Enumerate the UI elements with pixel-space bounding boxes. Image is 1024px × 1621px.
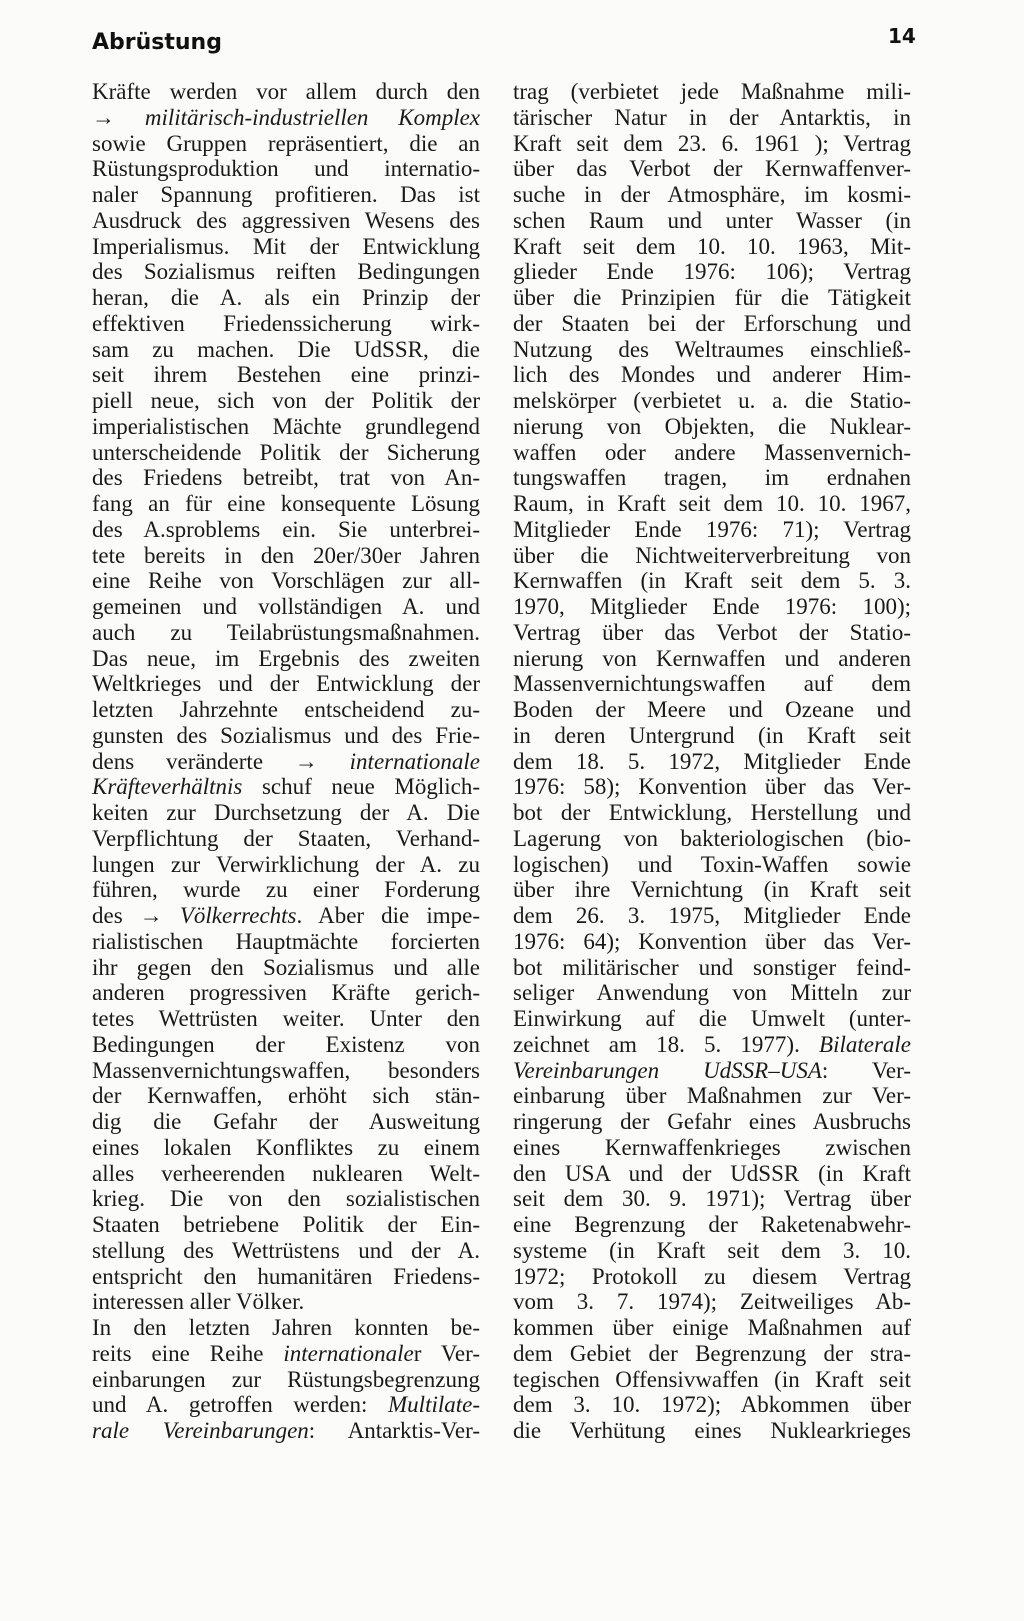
text-line: Verpflichtung der Staaten, Verhand- [92, 825, 480, 851]
text-line: heran, die A. als ein Prinzip der [92, 285, 480, 310]
text-line: Staaten betriebene Politik der Ein- [92, 1212, 480, 1237]
text-line: ihr gegen den Sozialismus und alle [92, 954, 480, 980]
text-line: Massenvernichtungswaffen auf dem [513, 671, 911, 697]
text-line: Kräfteverhältnis schuf neue Möglich- [92, 774, 480, 800]
text-line: ringerung der Gefahr eines Ausbruchs [513, 1109, 911, 1134]
text-line: bot militärischer und sonstiger feind- [513, 954, 911, 980]
text-line: nierung von Kernwaffen und anderen [513, 645, 911, 671]
text-line: gunsten des Sozialismus und des Frie- [92, 722, 480, 748]
text-line: glieder Ende 1976: 106); Vertrag [513, 259, 911, 285]
text-line: 1976: 64); Konvention über das Ver- [513, 928, 911, 954]
text-line: über die Prinzipien für die Tätigkeit [513, 285, 911, 310]
text-line: anderen progressiven Kräfte gerich- [92, 980, 480, 1006]
running-head: Abrüstung [92, 30, 222, 55]
text-line: sam zu machen. Die UdSSR, die [92, 336, 480, 362]
text-line: Lagerung von bakteriologischen (bio- [513, 825, 911, 851]
text-line: Mitglieder Ende 1976: 71); Vertrag [513, 516, 911, 542]
text-line: Vertrag über das Verbot der Statio- [513, 619, 911, 645]
text-line: krieg. Die von den sozialistischen [92, 1186, 480, 1212]
text-line: Einwirkung auf die Umwelt (unter- [513, 1006, 911, 1031]
text-line: reits eine Reihe internationaler Ver- [92, 1340, 480, 1366]
text-line: des A.sproblems ein. Sie unterbrei- [92, 516, 480, 542]
text-line: des → Völkerrechts. Aber die impe- [92, 903, 480, 928]
text-line: dig die Gefahr der Ausweitung [92, 1109, 480, 1134]
text-line: und A. getroffen werden: Multilate- [92, 1392, 480, 1418]
text-line: kommen über einige Maßnahmen auf [513, 1315, 911, 1340]
text-line: eines lokalen Konfliktes zu einem [92, 1134, 480, 1160]
text-line: Ausdruck des aggressiven Wesens des [92, 207, 480, 233]
text-line: eine Begrenzung der Raketenabwehr- [513, 1212, 911, 1237]
text-line: einbarung über Maßnahmen zur Ver- [513, 1083, 911, 1109]
text-line: Kraft seit dem 10. 10. 1963, Mit- [513, 233, 911, 259]
text-line: Nutzung des Weltraumes einschließ- [513, 336, 911, 362]
text-line: über ihre Vernichtung (in Kraft seit [513, 877, 911, 903]
text-line: systeme (in Kraft seit dem 3. 10. [513, 1237, 911, 1263]
text-line: interessen aller Völker. [92, 1289, 305, 1315]
text-line: Boden der Meere und Ozeane und [513, 697, 911, 722]
text-line: die Verhütung eines Nuklearkrieges [513, 1418, 911, 1443]
text-line: Rüstungsproduktion und internatio- [92, 156, 480, 182]
left-text-column [92, 79, 480, 1444]
text-line: Kraft seit dem 23. 6. 1961 ); Vertrag [513, 130, 911, 156]
text-line: Bedingungen der Existenz von [92, 1031, 480, 1057]
text-line: nierung von Objekten, die Nuklear- [513, 413, 911, 439]
text-line: sowie Gruppen repräsentiert, die an [92, 130, 480, 156]
text-line: Massenvernichtungswaffen, besonders [92, 1057, 480, 1083]
text-line: dem 3. 10. 1972); Abkommen über [513, 1392, 911, 1418]
text-line: letzten Jahrzehnte entscheidend zu- [92, 697, 480, 722]
text-line: rialistischen Hauptmächte forcierten [92, 928, 480, 954]
text-line: dens veränderte → internationale [92, 748, 480, 774]
text-line: führen, wurde zu einer Forderung [92, 877, 480, 903]
text-line: effektiven Friedenssicherung wirk- [92, 310, 480, 336]
text-line: lungen zur Verwirklichung der A. zu [92, 851, 480, 877]
page-number: 14 [888, 24, 916, 48]
text-line: naler Spannung profitieren. Das ist [92, 182, 480, 207]
text-line: rale Vereinbarungen: Antarktis-Ver- [92, 1418, 480, 1443]
text-line: waffen oder andere Massenvernich- [513, 439, 911, 465]
text-line: gemeinen und vollständigen A. und [92, 594, 480, 619]
text-line: stellung des Wettrüstens und der A. [92, 1237, 480, 1263]
text-line: fang an für eine konsequente Lösung [92, 491, 480, 516]
text-line: 1976: 58); Konvention über das Ver- [513, 774, 911, 800]
text-line: trag (verbietet jede Maßnahme mili- [513, 79, 911, 104]
text-line: über das Verbot der Kernwaffenver- [513, 156, 911, 182]
right-text-column [513, 79, 911, 1444]
text-line: In den letzten Jahren konnten be- [92, 1315, 480, 1340]
text-line: keiten zur Durchsetzung der A. Die [92, 800, 480, 825]
text-line: vom 3. 7. 1974); Zeitweiliges Ab- [513, 1289, 911, 1315]
text-line: Weltkrieges und der Entwicklung der [92, 671, 480, 697]
text-line: auch zu Teilabrüstungsmaßnahmen. [92, 619, 480, 645]
text-line: Kernwaffen (in Kraft seit dem 5. 3. [513, 568, 911, 594]
text-line: lich des Mondes und anderer Him- [513, 362, 911, 388]
text-line: seit dem 30. 9. 1971); Vertrag über [513, 1186, 911, 1212]
text-line: suche in der Atmosphäre, im kosmi- [513, 182, 911, 207]
text-line: 1972; Protokoll zu diesem Vertrag [513, 1263, 911, 1289]
text-line: piell neue, sich von der Politik der [92, 388, 480, 413]
text-line: bot der Entwicklung, Herstellung und [513, 800, 911, 825]
text-line: schen Raum und unter Wasser (in [513, 207, 911, 233]
text-line: Kräfte werden vor allem durch den [92, 79, 480, 104]
text-line: in deren Untergrund (in Kraft seit [513, 722, 911, 748]
text-line: über die Nichtweiterverbreitung von [513, 542, 911, 568]
text-line: alles verheerenden nuklearen Welt- [92, 1160, 480, 1186]
text-line: logischen) und Toxin-Waffen sowie [513, 851, 911, 877]
text-line: tete bereits in den 20er/30er Jahren [92, 542, 480, 568]
text-line: dem 26. 3. 1975, Mitglieder Ende [513, 903, 911, 928]
text-line: eines Kernwaffenkrieges zwischen [513, 1134, 911, 1160]
text-line: Imperialismus. Mit der Entwicklung [92, 233, 480, 259]
text-line: der Kernwaffen, erhöht sich stän- [92, 1083, 480, 1109]
text-line: tetes Wettrüsten weiter. Unter den [92, 1006, 480, 1031]
text-line: → militärisch-industriellen Komplex [92, 104, 481, 130]
text-line: des Sozialismus reiften Bedingungen [92, 259, 480, 285]
text-line: melskörper (verbietet u. a. die Statio- [513, 388, 911, 413]
text-line: seliger Anwendung von Mitteln zur [513, 980, 911, 1006]
text-line: dem 18. 5. 1972, Mitglieder Ende [513, 748, 911, 774]
text-line: eine Reihe von Vorschlägen zur all- [92, 568, 480, 594]
text-line: zeichnet am 18. 5. 1977). Bilaterale [513, 1031, 911, 1057]
text-line: des Friedens betreibt, trat von An- [92, 465, 480, 491]
text-line: einbarungen zur Rüstungsbegrenzung [92, 1366, 480, 1392]
text-line: tegischen Offensivwaffen (in Kraft seit [513, 1366, 911, 1392]
text-line: dem Gebiet der Begrenzung der stra- [513, 1340, 911, 1366]
text-line: entspricht den humanitären Friedens- [92, 1263, 480, 1289]
text-line: den USA und der UdSSR (in Kraft [513, 1160, 911, 1186]
text-line: 1970, Mitglieder Ende 1976: 100); [513, 594, 911, 619]
text-line: tungswaffen tragen, im erdnahen [513, 465, 911, 491]
text-line: der Staaten bei der Erforschung und [513, 310, 911, 336]
text-line: imperialistischen Mächte grundlegend [92, 413, 480, 439]
text-line: seit ihrem Bestehen eine prinzi- [92, 362, 480, 388]
text-line: Vereinbarungen UdSSR–USA: Ver- [513, 1057, 911, 1083]
text-line: Raum, in Kraft seit dem 10. 10. 1967, [513, 491, 911, 516]
text-line: Das neue, im Ergebnis des zweiten [92, 645, 480, 671]
text-line: unterscheidende Politik der Sicherung [92, 439, 480, 465]
text-line: tärischer Natur in der Antarktis, in [513, 104, 911, 130]
